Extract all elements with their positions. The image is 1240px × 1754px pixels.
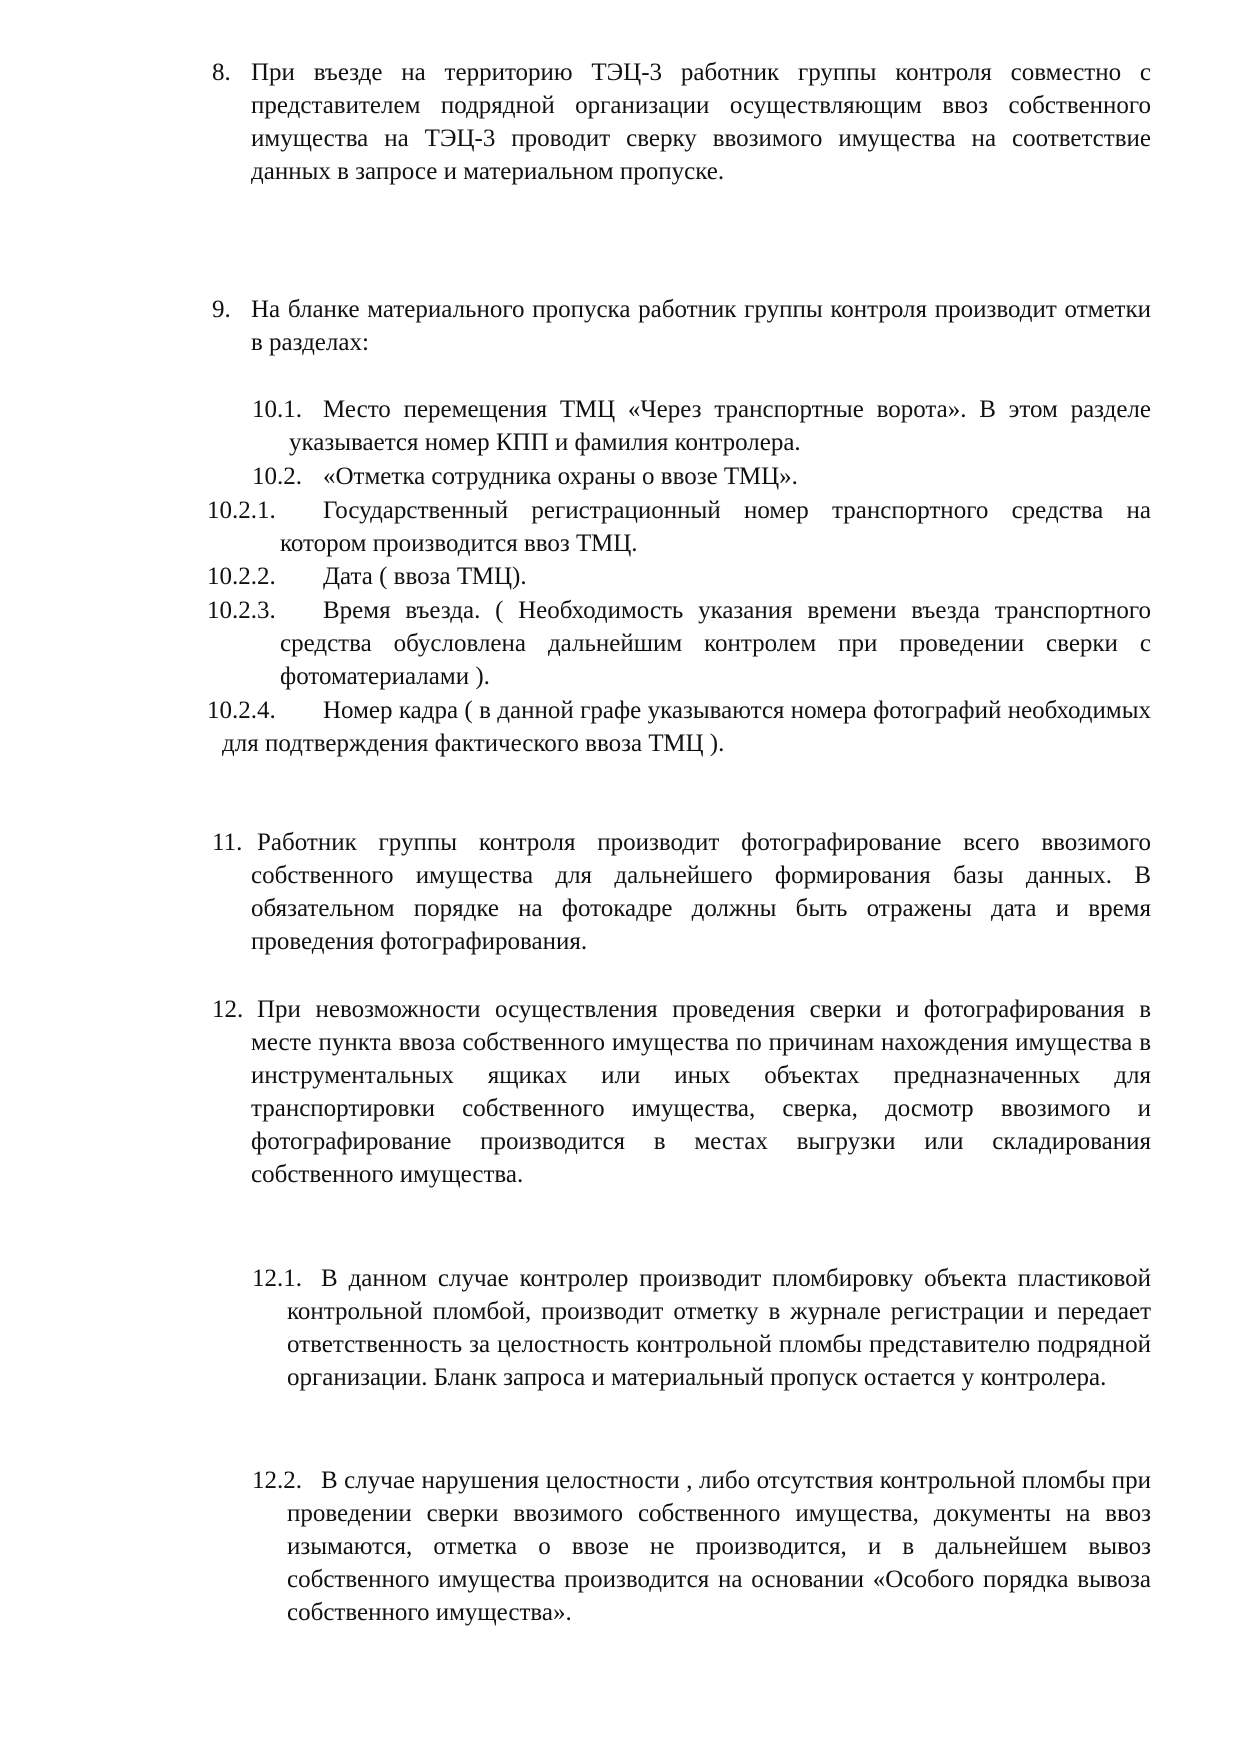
item-text: На бланке материального пропуска работник группы контроля производит отметки в разделах: [251,296,1151,356]
item-text: Государственный регистрационный номер транспортного средства на котором производится ввоз ТМЦ. [280,497,1151,557]
item-text: В данном случае контролер производит пломбировку объекта пластиковой контрольной пломбой, производит отметку в журнале регистрации и передает ответственность за целостность контрольной пломбы представителю подрядной организации. Бланк запроса и материальный пропуск остается у контролера. [287,1265,1151,1391]
item-text [289,393,1151,459]
item-number: 10.2.2. [207,563,276,590]
item-text: Время въезда. ( Необходимость указания времени въезда транспортного средства обусловлена дальнейшим контролем при проведении сверки с фотоматериалами ). [280,597,1151,690]
item-number: 12.1. [252,1265,302,1292]
item-number: 12. [212,996,244,1023]
item-number: 10.2.3. [207,597,276,624]
item-number: 8. [212,59,231,86]
item-text-run: Место перемещения ТМЦ «Через транспортные ворота». В этом разделе указывается номер КПП и фамилия контролера. [289,396,1151,456]
item-number: 10.1. [252,396,302,423]
item-number: 9. [212,296,231,323]
item-number: 10.2.4. [207,697,276,724]
item-number: 12.2. [252,1467,302,1494]
item-text: «Отметка сотрудника охраны о ввозе ТМЦ». [323,463,798,490]
item-text: Дата ( ввоза ТМЦ). [323,563,527,590]
item-number: 10.2. [252,463,302,490]
item-text: При невозможности осуществления проведения сверки и фотографирования в месте пункта ввоза собственного имущества по причинам нахождения имущества в инструментальных ящиках или иных объектах предназначенных для транспортировки собственного имущества, сверка, досмотр ввозимого и фотографирование производится в местах выгрузки или складирования собственного имущества. [251,996,1151,1188]
item-number: 11. [212,829,243,856]
item-text: В случае нарушения целостности , либо отсутствия контрольной пломбы при проведении сверки ввозимого собственного имущества, документы на ввоз изымаются, отметка о ввозе не производится, и в дальнейшем вывоз собственного имущества производится на основании «Особого порядка вывоза собственного имущества». [287,1467,1151,1626]
item-text: При въезде на территорию ТЭЦ-3 работник группы контроля совместно с представителем подрядной организации осуществляющим ввоз собственного имущества на ТЭЦ-3 проводит сверку ввозимого имущества на соответствие данных в запросе и материальном пропуске. [251,59,1151,185]
item-number: 10.2.1. [207,497,276,524]
item-text: Номер кадра ( в данной графе указываются номера фотографий необходимых для подтверждения фактического ввоза ТМЦ ). [222,697,1151,757]
item-text: Работник группы контроля производит фотографирование всего ввозимого собственного имущества для дальнейшего формирования базы данных. В обязательном порядке на фотокадре должны быть отражены дата и время проведения фотографирования. [251,829,1151,955]
